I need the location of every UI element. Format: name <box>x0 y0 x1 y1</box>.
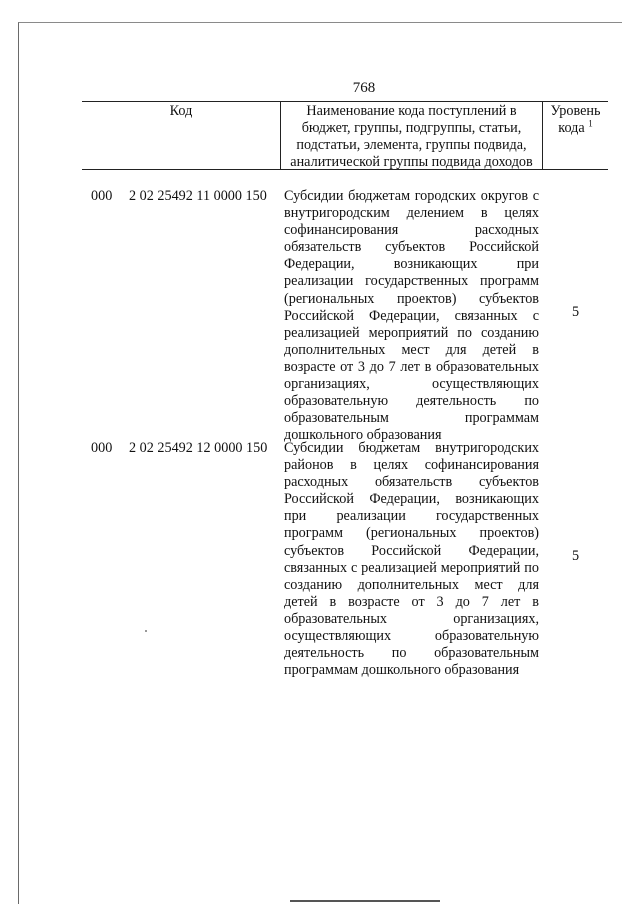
table-header <box>82 101 608 170</box>
row-description: Субсидии бюджетам городских округов с внутригородским делением в целях софинансирования расходных обязательств субъектов Российской Федерации, возникающих при реализации государственных программ (региональных проектов) субъектов Российской Федерации, связанных с реализацией мероприятий по созданию дополнительных мест для детей в возрасте от 3 до 7 лет в образовательных организациях, осуществляющих образовательную деятельность по образовательным программам дошкольного образования <box>284 188 539 444</box>
header-level-label: Уровень кода <box>550 103 601 136</box>
row-level: 5 <box>571 304 580 320</box>
page-number: 768 <box>352 80 376 96</box>
scan-speck <box>145 630 147 632</box>
header-level <box>543 103 608 137</box>
row-description: Субсидии бюджетам внутригородских районов в целях софинансирования расходных обязательств субъектов Российской Федерации, возникающих при реализации государственных программ (региональных проектов) субъектов Российской Федерации, связанных с реализацией мероприятий по созданию дополнительных мест для детей в возрасте от 3 до 7 лет в образовательных организациях, осуществляющих образовательную деятельность по образовательным программам дошкольного образования <box>284 440 539 679</box>
header-level-footnote: 1 <box>588 118 593 129</box>
scan-edge-mark <box>290 900 440 902</box>
row-income-code: 2 02 25492 12 0000 150 <box>129 440 268 456</box>
header-code: Код <box>169 103 193 119</box>
row-income-code: 2 02 25492 11 0000 150 <box>129 188 267 204</box>
row-admin-code: 000 <box>91 440 113 456</box>
table-row <box>82 188 608 444</box>
header-name: Наименование кода поступлений в бюджет, группы, подгруппы, статьи, подстатьи, элемента, группы подвида, аналитической группы подвида доходов <box>290 103 533 170</box>
row-level: 5 <box>571 548 580 564</box>
table-row <box>82 440 608 690</box>
row-admin-code: 000 <box>91 188 113 204</box>
